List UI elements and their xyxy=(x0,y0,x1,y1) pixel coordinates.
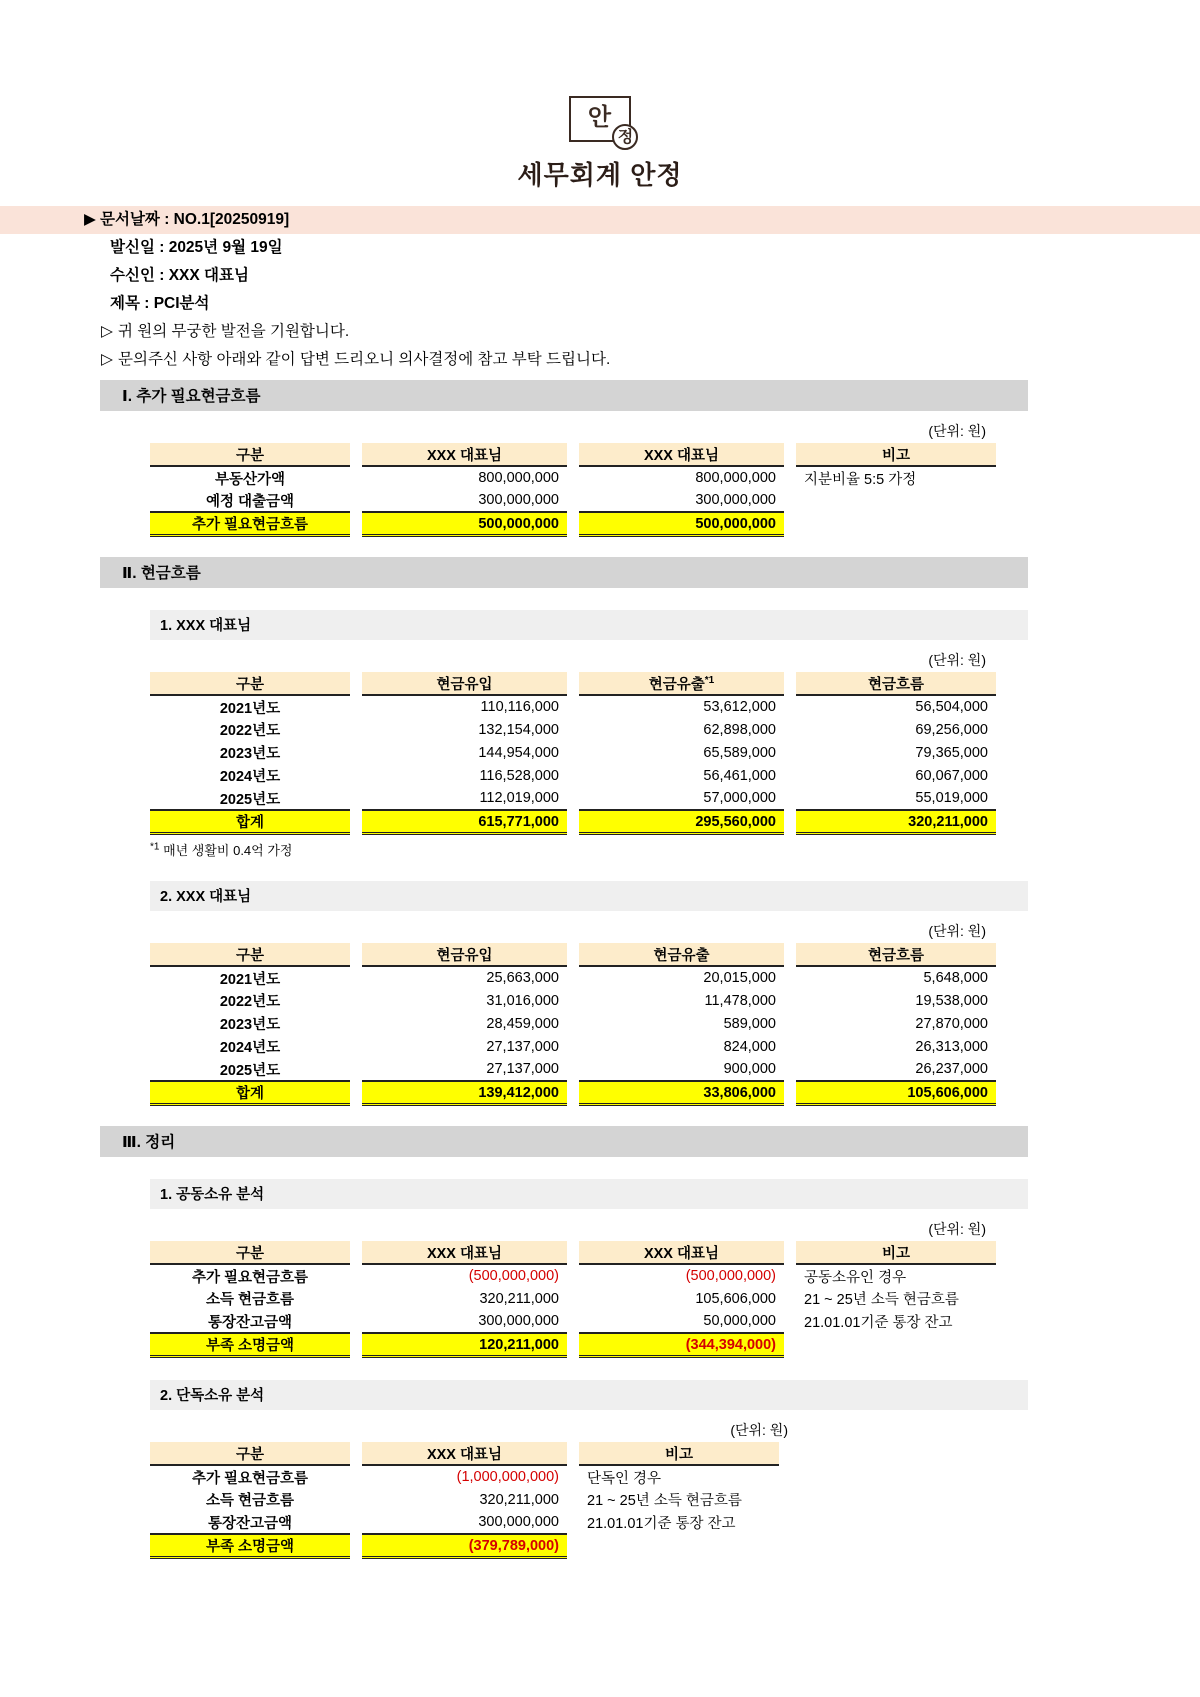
table-total-row xyxy=(150,1081,996,1105)
cell-person-a: 300,000,000 xyxy=(478,1514,559,1531)
table-row xyxy=(150,489,996,512)
cell-person-b: 300,000,000 xyxy=(695,492,776,509)
total-person-a: 500,000,000 xyxy=(362,512,567,536)
row-label: 소득 현금흐름 xyxy=(205,1493,295,1510)
row-label: 추가 필요현금흐름 xyxy=(191,1470,309,1487)
triangle-outline-icon: ▷ xyxy=(101,351,113,369)
row-label: 2022년도 xyxy=(219,723,281,740)
total-inflow: 615,771,000 xyxy=(362,810,567,834)
total-label: 추가 필요현금흐름 xyxy=(150,512,350,536)
greeting-text: 귀 원의 무궁한 발전을 기원합니다. xyxy=(118,323,350,341)
table-header-row xyxy=(150,443,996,466)
cell-net: 19,538,000 xyxy=(915,992,988,1009)
table-row xyxy=(150,989,996,1012)
recipient-row: 수신인 : XXX 대표님 xyxy=(110,267,249,285)
total-inflow: 139,412,000 xyxy=(362,1081,567,1105)
col-header-person-a: XXX 대표님 xyxy=(362,443,567,466)
cell-outflow: 589,000 xyxy=(723,1015,776,1032)
letterhead xyxy=(0,0,1200,192)
row-label: 2024년도 xyxy=(219,769,281,786)
intro-row xyxy=(0,346,1200,374)
col-header-person-b: XXX 대표님 xyxy=(579,443,784,466)
table-row xyxy=(150,764,996,787)
row-label: 통장잔고금액 xyxy=(207,1314,293,1331)
col-header-remark: 비고 xyxy=(579,1442,779,1465)
cell-net: 5,648,000 xyxy=(923,970,988,987)
triangle-outline-icon: ▷ xyxy=(101,323,113,341)
total-outflow: 33,806,000 xyxy=(579,1081,784,1105)
subject-row: 제목 : PCI분석 xyxy=(110,295,210,313)
table-row xyxy=(150,1287,996,1310)
company-logo-icon xyxy=(569,96,633,146)
cell-inflow: 144,954,000 xyxy=(478,744,559,761)
row-label: 통장잔고금액 xyxy=(207,1515,293,1532)
cell-person-a: 320,211,000 xyxy=(479,1290,559,1307)
total-label: 부족 소명금액 xyxy=(150,1333,350,1357)
cell-outflow: 57,000,000 xyxy=(703,790,776,807)
table-header-row xyxy=(150,943,996,966)
logo-glyph-1: 안 xyxy=(587,103,611,131)
col-header-remark: 비고 xyxy=(796,443,996,466)
cell-inflow: 27,137,000 xyxy=(486,1038,559,1055)
cell-remark: 단독인 경우 xyxy=(587,1470,662,1487)
cell-inflow: 28,459,000 xyxy=(486,1015,559,1032)
row-label: 2025년도 xyxy=(219,1062,281,1079)
row-label: 추가 필요현금흐름 xyxy=(191,1269,309,1286)
table-row xyxy=(150,1035,996,1058)
cell-outflow: 53,612,000 xyxy=(703,699,776,716)
col-header-net: 현금흐름 xyxy=(796,672,996,695)
table-total-row xyxy=(150,512,996,536)
cell-inflow: 110,116,000 xyxy=(480,699,559,716)
cell-net: 69,256,000 xyxy=(915,721,988,738)
footnote-text: 매년 생활비 0.4억 가정 xyxy=(163,843,293,859)
total-person-b: 500,000,000 xyxy=(579,512,784,536)
table-footnote xyxy=(150,840,1200,859)
col-header-category: 구분 xyxy=(150,943,350,966)
table-joint-ownership-analysis xyxy=(150,1241,996,1358)
table-sole-ownership-analysis xyxy=(150,1442,779,1559)
row-label: 2024년도 xyxy=(219,1040,281,1057)
cell-outflow: 900,000 xyxy=(723,1061,776,1078)
cell-inflow: 112,019,000 xyxy=(479,790,559,807)
cell-remark: 21.01.01기준 통장 잔고 xyxy=(804,1315,953,1332)
table-row xyxy=(150,466,996,489)
section-heading-3: Ⅲ. 정리 xyxy=(100,1126,1028,1157)
cell-person-a: 300,000,000 xyxy=(478,1313,559,1330)
total-person-b: (344,394,000) xyxy=(579,1333,784,1357)
row-label: 2025년도 xyxy=(219,791,281,808)
cell-inflow: 116,528,000 xyxy=(479,767,559,784)
intro-text: 문의주신 사항 아래와 같이 답변 드리오니 의사결정에 참고 부탁 드립니다. xyxy=(118,351,611,369)
cell-net: 79,365,000 xyxy=(915,744,988,761)
cell-outflow: 56,461,000 xyxy=(703,767,776,784)
table-row xyxy=(150,718,996,741)
table-row xyxy=(150,1264,996,1287)
row-label: 2022년도 xyxy=(219,994,281,1011)
cell-outflow: 65,589,000 xyxy=(703,744,776,761)
table-total-row xyxy=(150,1534,779,1558)
col-header-outflow xyxy=(579,672,784,695)
cell-person-a: (500,000,000) xyxy=(468,1268,559,1285)
row-label: 2021년도 xyxy=(219,971,281,988)
subsection-heading-3-2: 2. 단독소유 분석 xyxy=(150,1380,1028,1410)
cell-net: 26,313,000 xyxy=(915,1038,988,1055)
cell-person-b: 50,000,000 xyxy=(703,1313,776,1330)
total-person-a: 120,211,000 xyxy=(362,1333,567,1357)
col-header-inflow: 현금유입 xyxy=(362,672,567,695)
col-header-inflow: 현금유입 xyxy=(362,943,567,966)
unit-label-2-1: (단위: 원) xyxy=(928,652,986,669)
col-header-category: 구분 xyxy=(150,672,350,695)
table-row xyxy=(150,1310,996,1333)
table-row xyxy=(150,1465,779,1488)
doc-date-text: 문서날짜 : NO.1[20250919] xyxy=(100,211,290,228)
footnote-marker: *1 xyxy=(150,841,160,853)
cell-person-b: 800,000,000 xyxy=(695,470,776,487)
cell-inflow: 132,154,000 xyxy=(478,721,559,738)
col-header-person-a: XXX 대표님 xyxy=(362,1241,567,1264)
cell-inflow: 25,663,000 xyxy=(486,970,559,987)
unit-label-3-2: (단위: 원) xyxy=(730,1422,788,1439)
col-header-outflow-text: 현금유출 xyxy=(648,676,705,693)
subsection-heading-3-1: 1. 공동소유 분석 xyxy=(150,1179,1028,1209)
greeting-row xyxy=(0,318,1200,346)
col-header-net: 현금흐름 xyxy=(796,943,996,966)
table-row xyxy=(150,966,996,989)
table-cashflow-person-b xyxy=(150,943,996,1106)
unit-label-3-1: (단위: 원) xyxy=(928,1221,986,1238)
table-total-row xyxy=(150,1333,996,1357)
table-header-row xyxy=(150,1241,996,1264)
row-label: 2023년도 xyxy=(219,746,281,763)
col-header-category: 구분 xyxy=(150,1442,350,1465)
cell-inflow: 27,137,000 xyxy=(486,1061,559,1078)
total-net: 105,606,000 xyxy=(796,1081,996,1105)
table-row xyxy=(150,1488,779,1511)
table-cashflow-person-a xyxy=(150,672,996,835)
cell-remark: 21.01.01기준 통장 잔고 xyxy=(587,1516,736,1533)
total-outflow: 295,560,000 xyxy=(579,810,784,834)
col-header-outflow: 현금유출 xyxy=(579,943,784,966)
section-heading-1: Ⅰ. 추가 필요현금흐름 xyxy=(100,380,1028,411)
cell-remark: 공동소유인 경우 xyxy=(804,1269,907,1286)
total-label: 합계 xyxy=(150,810,350,834)
cell-remark: 지분비율 5:5 가정 xyxy=(804,471,917,488)
doc-date-row xyxy=(0,206,1200,234)
row-label: 2023년도 xyxy=(219,1017,281,1034)
table-row xyxy=(150,695,996,718)
row-label: 예정 대출금액 xyxy=(205,493,295,510)
cell-net: 26,237,000 xyxy=(915,1061,988,1078)
col-header-category: 구분 xyxy=(150,443,350,466)
table-row xyxy=(150,1012,996,1035)
cell-person-a: 320,211,000 xyxy=(479,1491,559,1508)
col-header-person-b: XXX 대표님 xyxy=(579,1241,784,1264)
table-additional-cash-needed xyxy=(150,443,996,537)
col-header-category: 구분 xyxy=(150,1241,350,1264)
section-heading-2: Ⅱ. 현금흐름 xyxy=(100,557,1028,588)
unit-label-2-2: (단위: 원) xyxy=(928,923,986,940)
col-header-remark: 비고 xyxy=(796,1241,996,1264)
table-row xyxy=(150,1058,996,1081)
subsection-heading-2-2: 2. XXX 대표님 xyxy=(150,881,1028,911)
unit-label-1: (단위: 원) xyxy=(928,423,986,440)
cell-person-a: (1,000,000,000) xyxy=(456,1469,559,1486)
cell-outflow: 62,898,000 xyxy=(703,721,776,738)
cell-person-a: 300,000,000 xyxy=(478,492,559,509)
document-meta xyxy=(0,206,1200,374)
table-header-row xyxy=(150,672,996,695)
send-date-row: 발신일 : 2025년 9월 19일 xyxy=(110,239,283,257)
cell-net: 55,019,000 xyxy=(915,790,988,807)
triangle-right-icon: ▶ xyxy=(84,211,96,228)
total-net: 320,211,000 xyxy=(796,810,996,834)
footnote-marker: *1 xyxy=(704,674,715,686)
table-header-row xyxy=(150,1442,779,1465)
cell-person-b: 105,606,000 xyxy=(695,1290,776,1307)
cell-outflow: 20,015,000 xyxy=(703,970,776,987)
total-person-a: (379,789,000) xyxy=(362,1534,567,1558)
col-header-person-a: XXX 대표님 xyxy=(362,1442,567,1465)
table-row xyxy=(150,787,996,810)
cell-person-a: 800,000,000 xyxy=(478,470,559,487)
cell-outflow: 11,478,000 xyxy=(704,992,776,1009)
cell-remark: 21 ~ 25년 소득 현금흐름 xyxy=(587,1493,742,1510)
cell-outflow: 824,000 xyxy=(723,1038,776,1055)
total-label: 합계 xyxy=(150,1081,350,1105)
table-row xyxy=(150,1511,779,1534)
table-total-row xyxy=(150,810,996,834)
firm-name: 세무회계 안정 xyxy=(517,160,683,190)
subsection-heading-2-1: 1. XXX 대표님 xyxy=(150,610,1028,640)
cell-remark: 21 ~ 25년 소득 현금흐름 xyxy=(804,1292,959,1309)
cell-person-b: (500,000,000) xyxy=(685,1268,776,1285)
table-row xyxy=(150,741,996,764)
logo-glyph-2: 정 xyxy=(612,124,638,150)
row-label: 소득 현금흐름 xyxy=(205,1292,295,1309)
cell-inflow: 31,016,000 xyxy=(486,992,559,1009)
cell-remark xyxy=(796,489,996,512)
cell-net: 60,067,000 xyxy=(915,767,988,784)
total-label: 부족 소명금액 xyxy=(150,1534,350,1558)
row-label: 2021년도 xyxy=(219,700,281,717)
cell-net: 56,504,000 xyxy=(915,699,988,716)
row-label: 부동산가액 xyxy=(214,471,286,488)
cell-net: 27,870,000 xyxy=(915,1015,988,1032)
